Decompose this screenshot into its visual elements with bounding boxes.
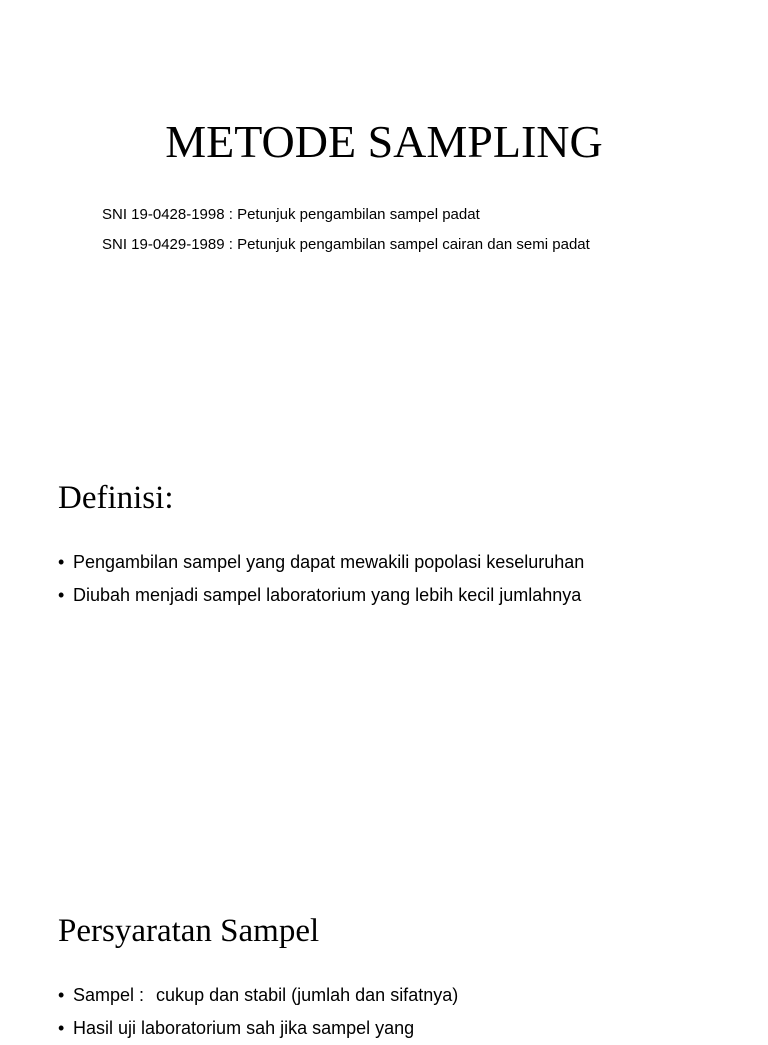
reference-sni-0429: SNI 19-0429-1989 : Petunjuk pengambilan sampel cairan dan semi padat [102,236,590,253]
definisi-bullet-list [58,546,584,612]
list-item [58,979,458,1012]
persyaratan-heading: Persyaratan Sampel [58,913,320,949]
bullet-label: Hasil uji laboratorium sah jika sampel yang [73,1018,415,1038]
bullet-text: Pengambilan sampel yang dapat mewakili popolasi keseluruhan [73,552,585,572]
persyaratan-bullet-list [58,979,458,1045]
bullet-text: cukup dan stabil (jumlah dan sifatnya) [156,985,459,1005]
bullet-icon: • [58,585,65,605]
reference-sni-0428: SNI 19-0428-1998 : Petunjuk pengambilan sampel padat [102,206,480,223]
bullet-icon: • [58,985,65,1005]
slide-persyaratan-sampel [0,864,768,1038]
bullet-label: Sampel : [73,985,145,1005]
bullet-icon: • [58,552,65,572]
slide-title-heading: METODE SAMPLING [165,116,603,167]
bullet-text: Diubah menjadi sampel laboratorium yang lebih kecil jumlahnya [73,585,582,605]
bullet-icon: • [58,1018,65,1038]
definisi-heading: Definisi: [58,480,174,516]
list-item [58,579,584,612]
list-item [58,546,584,579]
list-item [58,1012,458,1045]
slide-definisi [0,432,768,862]
slide-title [0,0,768,430]
